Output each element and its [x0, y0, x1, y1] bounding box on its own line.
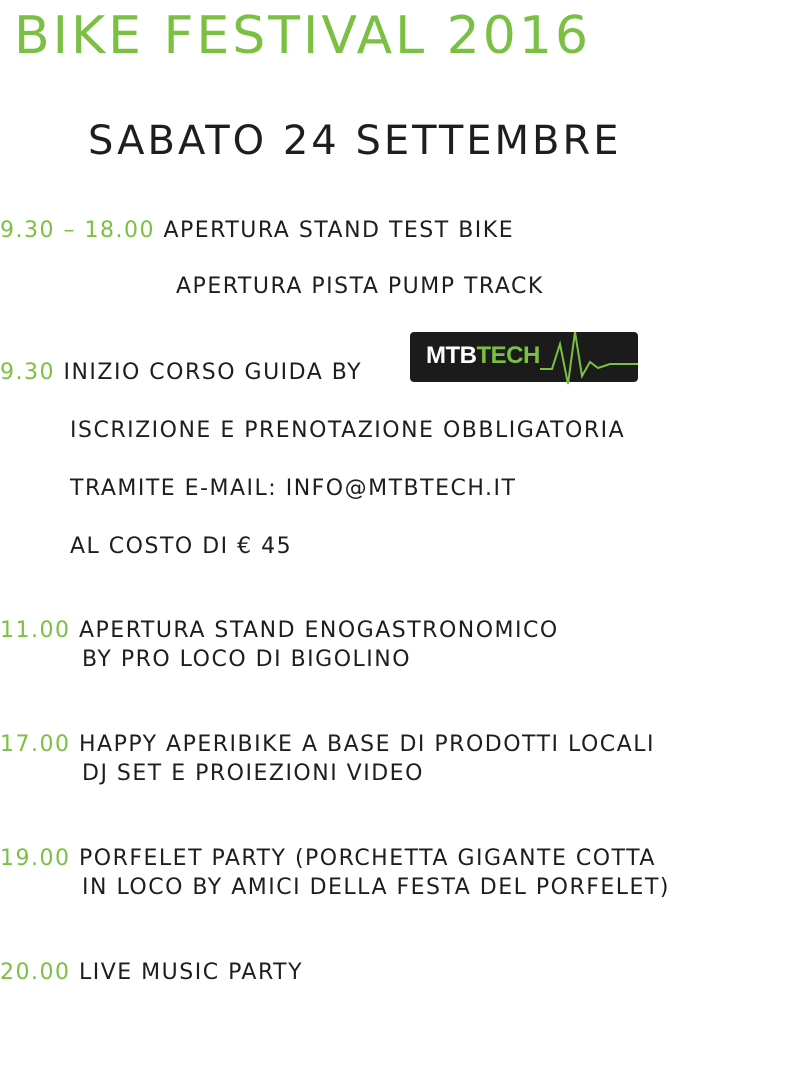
event-5-desc-2: IN LOCO BY AMICI DELLA FESTA DEL PORFELET): [82, 875, 670, 900]
event-4-row: [0, 732, 655, 757]
event-date: SABATO 24 SETTEMBRE: [88, 118, 622, 164]
event-6-desc: LIVE MUSIC PARTY: [78, 960, 304, 985]
event-6-row: [0, 960, 303, 985]
event-2-desc-2: ISCRIZIONE E PRENOTAZIONE OBBLIGATORIA: [70, 418, 626, 443]
event-2-desc-4: AL COSTO DI € 45: [70, 534, 293, 559]
festival-title: BIKE FESTIVAL 2016: [14, 6, 592, 66]
event-4-time: 17.00: [0, 732, 71, 757]
event-3-row: [0, 618, 559, 643]
event-3-desc-2: BY PRO LOCO DI BIGOLINO: [82, 647, 412, 672]
mtbtech-logo-text: MTBTECH: [426, 342, 540, 369]
event-3-time: 11.00: [0, 618, 71, 643]
mtbtech-logo: [410, 332, 638, 382]
event-2-desc: INIZIO CORSO GUIDA BY: [63, 360, 363, 385]
event-2-time: 9.30: [0, 360, 55, 385]
event-5-row: [0, 846, 656, 871]
event-4-desc-2: DJ SET E PROIEZIONI VIDEO: [82, 761, 424, 786]
event-1-desc-2: APERTURA PISTA PUMP TRACK: [176, 274, 544, 299]
event-1-desc: APERTURA STAND TEST BIKE: [163, 218, 515, 243]
event-6-time: 20.00: [0, 960, 71, 985]
event-5-time: 19.00: [0, 846, 71, 871]
event-1-time: 9.30 – 18.00: [0, 218, 155, 243]
event-4-desc: HAPPY APERIBIKE A BASE DI PRODOTTI LOCALI: [78, 732, 655, 757]
event-5-desc: PORFELET PARTY (PORCHETTA GIGANTE COTTA: [78, 846, 656, 871]
event-2-desc-3: TRAMITE E-MAIL: INFO@MTBTECH.IT: [70, 476, 517, 501]
event-3-desc: APERTURA STAND ENOGASTRONOMICO: [78, 618, 559, 643]
heartbeat-line-icon: [410, 324, 638, 390]
event-2-row: [0, 360, 362, 385]
event-1-row: [0, 218, 514, 243]
